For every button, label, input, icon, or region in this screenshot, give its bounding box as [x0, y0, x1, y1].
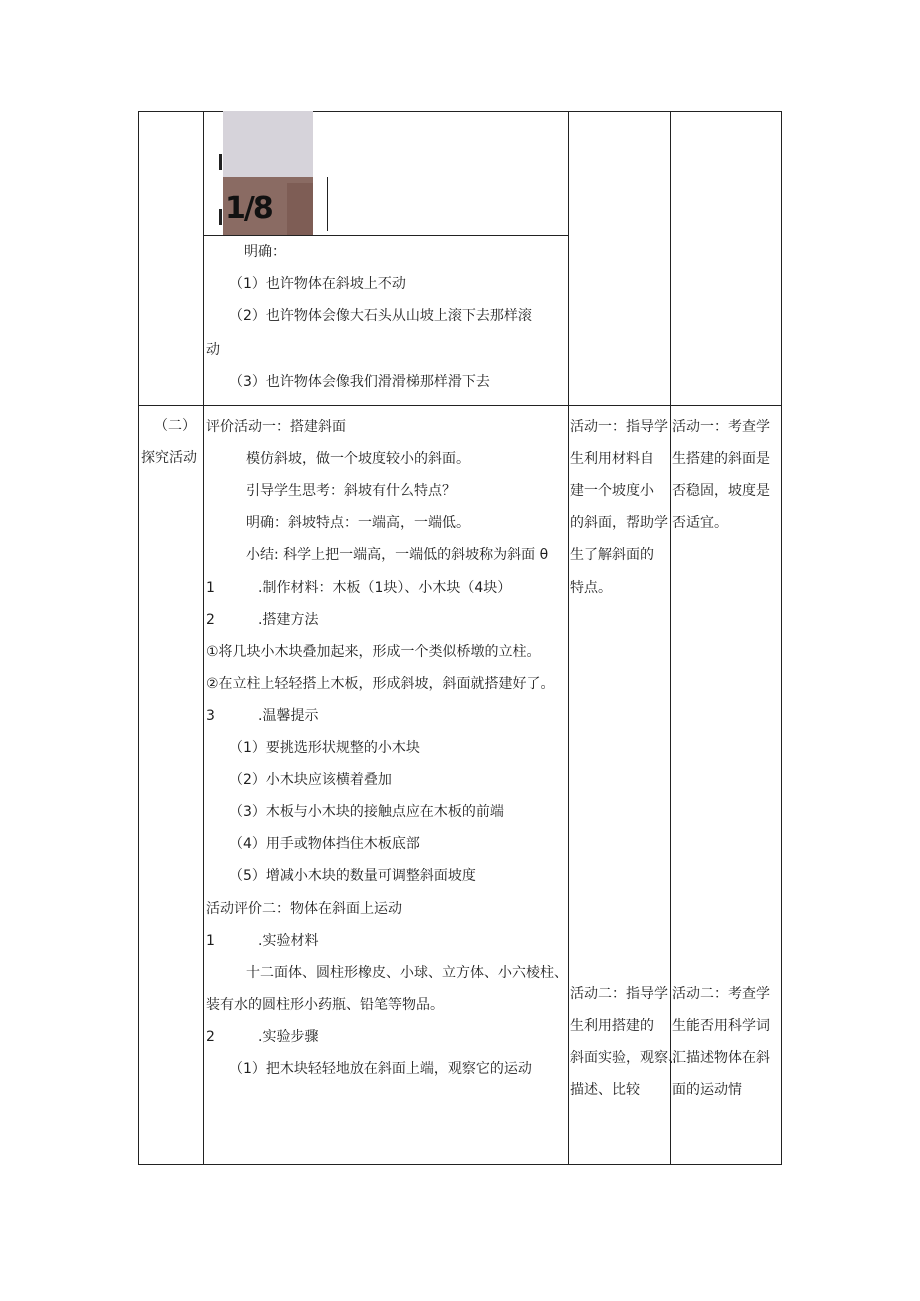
assessment-line: 活动二：考查学	[672, 986, 770, 1002]
activity-line: （3）木板与小木块的接触点应在木板的前端	[229, 804, 504, 820]
activity-line: ②在立柱上轻轻搭上木板，形成斜坡，斜面就搭建好了。	[206, 676, 555, 692]
table-col-divider-2	[568, 111, 569, 1165]
activity-line-number: 1	[206, 580, 215, 596]
activity-line: 活动评价二：物体在斜面上运动	[206, 901, 402, 917]
teacher-guidance-line: 活动一：指导学	[570, 419, 668, 435]
row1-item-2: （2）也许物体会像大石头从山坡上滚下去那样滚	[229, 308, 532, 324]
activity-line: （5）增减小木块的数量可调整斜面坡度	[229, 868, 476, 884]
figure-image	[223, 111, 313, 235]
row1-item-1: （1）也许物体在斜坡上不动	[229, 276, 406, 292]
table-border-right	[781, 111, 782, 1165]
activity-line-number: 2	[206, 1029, 215, 1045]
table-col-divider-3	[670, 111, 671, 1165]
activity-line: 引导学生思考：斜坡有什么特点？	[246, 483, 456, 499]
assessment-line: 面的运动情	[672, 1082, 742, 1098]
teacher-guidance-line: 斜面实验，观察、	[570, 1050, 682, 1066]
assessment-line: 生搭建的斜面是	[672, 451, 770, 467]
teacher-guidance-line: 生利用材料自	[570, 451, 654, 467]
activity-line: （4）用手或物体挡住木板底部	[229, 836, 420, 852]
figure-tick-bottom	[219, 209, 222, 225]
assessment-line: 否稳固，坡度是	[672, 483, 770, 499]
table-border-left	[138, 111, 139, 1165]
row1-item-3: （3）也许物体会像我们滑滑梯那样滑下去	[229, 374, 490, 390]
figure-light-block	[223, 111, 313, 177]
assessment-line: 活动一：考查学	[672, 419, 770, 435]
teacher-guidance-line: 建一个坡度小	[570, 483, 654, 499]
figure-tick-top	[219, 154, 222, 170]
activity-line: .实验步骤	[258, 1029, 319, 1045]
activity-line: （2）小木块应该横着叠加	[229, 772, 392, 788]
activity-line: 装有水的圆柱形小药瓶、铅笔等物品。	[206, 997, 444, 1013]
section-title: 探究活动	[141, 450, 197, 466]
teacher-guidance-line: 生了解斜面的	[570, 547, 654, 563]
teacher-guidance-line: 特点。	[570, 580, 612, 596]
activity-line-number: 2	[206, 612, 215, 628]
teacher-guidance-line: 描述、比较	[570, 1082, 640, 1098]
inner-grid-bottom	[203, 235, 569, 236]
table-border-row-divider	[138, 405, 782, 406]
activity-line: （1）要挑选形状规整的小木块	[229, 740, 420, 756]
activity-line: （1）把木块轻轻地放在斜面上端，观察它的运动	[229, 1061, 532, 1077]
table-col-divider-1	[203, 111, 204, 1165]
activity-line: .温馨提示	[258, 708, 319, 724]
activity-line: .制作材料：木板（1块）、小木块（4块）	[258, 580, 512, 596]
activity-line-number: 1	[206, 933, 215, 949]
activity-line: 十二面体、圆柱形橡皮、小球、立方体、小六棱柱、	[246, 965, 568, 981]
activity-line: 明确：斜坡特点：一端高，一端低。	[246, 515, 470, 531]
assessment-line: 汇描述物体在斜	[672, 1050, 770, 1066]
row1-item-2-cont: 动	[206, 342, 220, 358]
table-border-bottom	[138, 1164, 782, 1165]
activity-line: ①将几块小木块叠加起来，形成一个类似桥墩的立柱。	[206, 644, 541, 660]
activity-line: 小结: 科学上把一端高，一端低的斜坡称为斜面 θ	[246, 547, 549, 563]
clarify-label: 明确：	[244, 244, 286, 260]
assessment-line: 生能否用科学词	[672, 1018, 770, 1034]
section-number: （二）	[154, 418, 196, 434]
teacher-guidance-line: 生利用搭建的	[570, 1018, 654, 1034]
activity-line: .搭建方法	[258, 612, 319, 628]
figure-tick-right	[327, 177, 328, 231]
activity-line: .实验材料	[258, 933, 319, 949]
figure-dark-block-right	[287, 183, 313, 235]
activity-line-number: 3	[206, 708, 215, 724]
teacher-guidance-line: 活动二：指导学	[570, 986, 668, 1002]
activity-line: 模仿斜坡，做一个坡度较小的斜面。	[246, 451, 470, 467]
figure-fraction: 1/8	[225, 191, 272, 226]
teacher-guidance-line: 的斜面，帮助学	[570, 515, 668, 531]
activity-line: 评价活动一：搭建斜面	[206, 419, 346, 435]
assessment-line: 否适宜。	[672, 515, 728, 531]
